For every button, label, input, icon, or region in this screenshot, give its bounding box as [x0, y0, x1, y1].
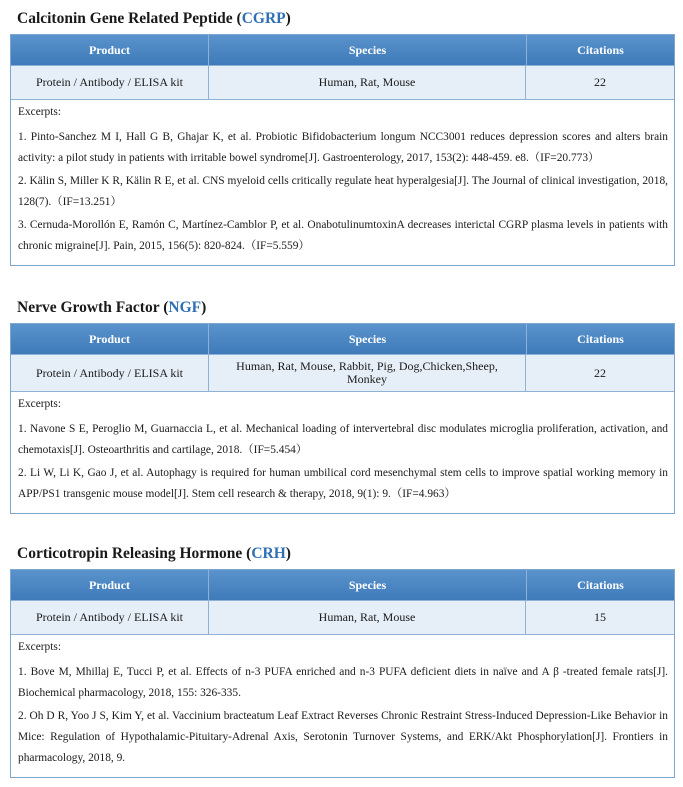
excerpt-item: 1. Navone S E, Peroglio M, Guarnaccia L, et al. Mechanical loading of intervertebral disc modulates microglia proliferation, activation, and chemotaxis[J]. Osteoarthritis and cartilage, 2018.（IF=5.454） — [18, 423, 668, 456]
section-abbr: CGRP — [241, 10, 286, 27]
header-product: Product — [11, 570, 209, 600]
excerpt-item: 2. Kälin S, Miller K R, Kälin R E, et al. CNS myeloid cells critically regulate heat hyperalgesia[J]. The Journal of clinical investigation, 2018, 128(7).（IF=13.251） — [18, 175, 668, 208]
cell-citations: 15 — [594, 610, 606, 624]
header-species: Species — [209, 324, 527, 354]
table-header — [11, 35, 674, 65]
cell-citations: 22 — [594, 75, 606, 89]
section-title: Nerve Growth Factor (NGF) — [17, 299, 207, 316]
section-abbr: NGF — [168, 299, 202, 316]
section-ngf — [10, 297, 675, 514]
cell-product: Protein / Antibody / ELISA kit — [11, 66, 209, 99]
excerpts-label: Excerpts: — [18, 106, 62, 118]
section-abbr: CRH — [251, 545, 286, 562]
excerpts-label: Excerpts: — [18, 641, 62, 653]
product-table — [10, 569, 675, 778]
excerpts-label: Excerpts: — [18, 398, 62, 410]
section-title: Calcitonin Gene Related Peptide (CGRP) — [17, 10, 291, 27]
cell-species: Human, Rat, Mouse, Rabbit, Pig, Dog,Chicken,Sheep, Monkey — [209, 355, 526, 391]
section-title: Corticotropin Releasing Hormone (CRH) — [17, 545, 291, 562]
excerpt-item: 3. Cernuda-Morollón E, Ramón C, Martínez-Camblor P, et al. OnabotulinumtoxinA decreases interictal CGRP plasma levels in patients with chronic migraine[J]. Pain, 2015, 156(5): 820-824.（IF=5.559） — [18, 219, 668, 252]
cell-product: Protein / Antibody / ELISA kit — [11, 355, 209, 391]
table-row — [11, 354, 674, 392]
product-table — [10, 323, 675, 514]
section-cgrp — [10, 8, 675, 266]
excerpt-item: 1. Bove M, Mhillaj E, Tucci P, et al. Effects of n-3 PUFA enriched and n-3 PUFA deficient diets in naïve and A β -treated female rats[J]. Biochemical pharmacology, 2018, 155: 326-335. — [18, 666, 668, 699]
table-row — [11, 600, 674, 635]
section-crh — [10, 543, 675, 778]
excerpt-item: 1. Pinto-Sanchez M I, Hall G B, Ghajar K, et al. Probiotic Bifidobacterium longum NCC3001 reduces depression scores and alters brain activity: a pilot study in patients with irritable bowel syndrome[J]. Gastroenterology, 2017, 153(2): 448-459. e8.（IF=20.773） — [18, 131, 668, 164]
excerpt-item: 2. Li W, Li K, Gao J, et al. Autophagy is required for human umbilical cord mesenchymal stem cells to improve spatial working memory in APP/PS1 transgenic mouse model[J]. Stem cell research & therapy, 2018, 9(1): 9.（IF=4.963） — [18, 467, 668, 500]
excerpts — [11, 392, 674, 513]
excerpts — [11, 635, 674, 777]
table-header — [11, 570, 674, 600]
cell-species: Human, Rat, Mouse — [209, 66, 526, 99]
header-citations: Citations — [577, 577, 624, 592]
cell-product: Protein / Antibody / ELISA kit — [11, 601, 209, 634]
product-table — [10, 34, 675, 266]
header-species: Species — [209, 570, 527, 600]
header-product: Product — [11, 324, 209, 354]
table-header — [11, 324, 674, 354]
header-citations: Citations — [577, 42, 624, 57]
table-row — [11, 65, 674, 100]
header-citations: Citations — [577, 331, 624, 346]
cell-species: Human, Rat, Mouse — [209, 601, 526, 634]
excerpt-item: 2. Oh D R, Yoo J S, Kim Y, et al. Vaccinium bracteatum Leaf Extract Reverses Chronic Restraint Stress-Induced Depression-Like Behavior in Mice: Regulation of Hypothalamic-Pituitary-Adrenal Axis, Serotonin Turnover Systems, and ERK/Akt Phosphorylation[J]. Frontiers in pharmacology, 2018, 9. — [18, 710, 668, 764]
cell-citations: 22 — [594, 365, 606, 380]
header-species: Species — [209, 35, 527, 65]
excerpts — [11, 100, 674, 265]
header-product: Product — [11, 35, 209, 65]
